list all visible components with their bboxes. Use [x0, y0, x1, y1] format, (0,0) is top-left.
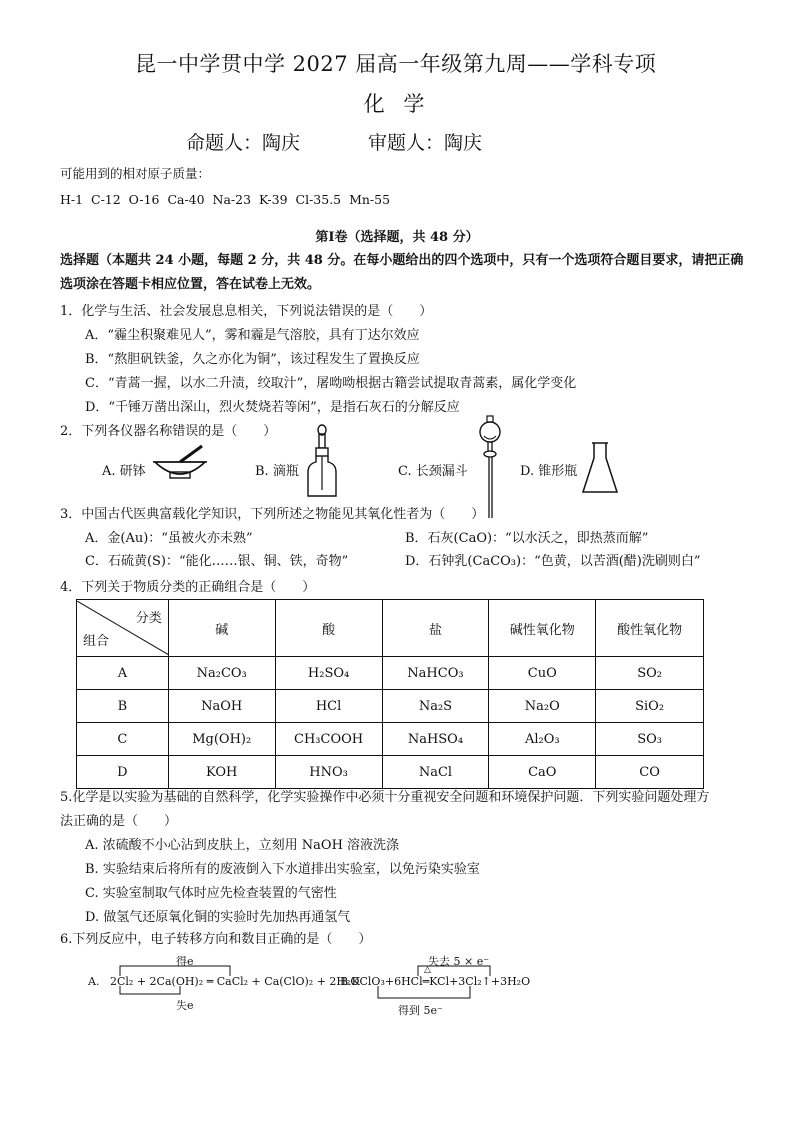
corner-top-label: 分类: [135, 611, 162, 626]
header-basic-oxide: 碱性氧化物: [489, 600, 596, 657]
table-row: [77, 756, 704, 789]
table-corner-cell: [77, 600, 169, 657]
table-cell: C: [77, 723, 169, 756]
mortar-pestle-icon: [150, 442, 210, 482]
q3-option-c: C．石硫黄(S)：“能化……银、铜、铁，奇物”: [85, 554, 349, 569]
q5-option-b: B. 实验结束后将所有的废液倒入下水道排出实验室，以免污染实验室: [85, 862, 480, 877]
table-cell: KOH: [168, 756, 275, 789]
q2-option-b: B. 滴瓶: [255, 464, 299, 479]
table-cell: SO₂: [596, 657, 704, 690]
section-title: 第I卷（选择题，共 48 分）: [315, 230, 479, 245]
corner-bottom-label: 组合: [83, 634, 110, 649]
table-row: [77, 657, 704, 690]
q5-stem-line1: 5.化学是以实验为基础的自然科学，化学实验操作中必须十分重视安全问题和环境保护问题．下列实验问题处理方: [60, 790, 710, 805]
q6-option-a-label: A.: [88, 975, 100, 988]
table-cell: NaOH: [168, 690, 275, 723]
classification-table: [76, 599, 704, 789]
q5-option-a: A. 浓硫酸不小心沾到皮肤上，立刻用 NaOH 溶液洗涤: [85, 838, 400, 853]
q6-a-loss-label: 失e: [176, 999, 194, 1012]
q6-b-heat-condition: △: [424, 965, 431, 975]
table-cell: CO: [596, 756, 704, 789]
q1-option-a: A．“霾尘积聚难见人”，雾和霾是气溶胶，具有丁达尔效应: [85, 328, 420, 343]
q3-option-a: A．金(Au)：“虽被火亦未熟”: [85, 531, 253, 546]
table-cell: CuO: [489, 657, 596, 690]
table-cell: A: [77, 657, 169, 690]
q2-option-d: D. 锥形瓶: [520, 464, 578, 479]
subject-title: 化 学: [363, 92, 431, 116]
q1-option-d: D．“千锤万凿出深山，烈火焚烧若等闲”，是指石灰石的分解反应: [85, 400, 460, 415]
q2-option-a: A. 研钵: [102, 464, 146, 479]
question-setter: 命题人：陶庆: [186, 132, 301, 154]
q6-b-gain-label: 得到 5e⁻: [398, 1004, 443, 1017]
table-cell: HNO₃: [275, 756, 382, 789]
q6-a-equation: 2Cl₂ + 2Ca(OH)₂ ═ CaCl₂ + Ca(ClO)₂ + 2H₂O: [110, 975, 360, 988]
table-cell: Na₂O: [489, 690, 596, 723]
q1-option-b: B．“熬胆矾铁釜，久之亦化为铜”，该过程发生了置换反应: [85, 352, 420, 367]
table-cell: D: [77, 756, 169, 789]
q2-option-c: C. 长颈漏斗: [398, 464, 468, 479]
table-cell: Na₂CO₃: [168, 657, 275, 690]
q5-option-d: D. 做氢气还原氧化铜的实验时先加热再通氢气: [85, 910, 351, 925]
table-row: [77, 690, 704, 723]
table-cell: B: [77, 690, 169, 723]
q5-option-c: C. 实验室制取气体时应先检查装置的气密性: [85, 886, 337, 901]
conical-flask-icon: [580, 440, 620, 496]
q6-a-gain-label: 得e: [176, 955, 194, 968]
table-cell: Mg(OH)₂: [168, 723, 275, 756]
question-reviewer: 审题人：陶庆: [368, 132, 483, 154]
table-cell: NaHCO₃: [382, 657, 489, 690]
table-cell: SO₃: [596, 723, 704, 756]
table-cell: CH₃COOH: [275, 723, 382, 756]
table-cell: CaO: [489, 756, 596, 789]
dropping-bottle-icon: [304, 424, 340, 500]
q3-option-b: B．石灰(CaO)：“以水沃之，即热蒸而解”: [405, 531, 649, 546]
q6-stem: 6.下列反应中，电子转移方向和数目正确的是（ ）: [60, 932, 372, 947]
table-cell: NaCl: [382, 756, 489, 789]
table-cell: SiO₂: [596, 690, 704, 723]
table-header-row: [77, 600, 704, 657]
q4-stem: 4．下列关于物质分类的正确组合是（ ）: [60, 580, 316, 595]
header-salt: 盐: [382, 600, 489, 657]
table-cell: Al₂O₃: [489, 723, 596, 756]
q1-stem: 1．化学与生活、社会发展息息相关，下列说法错误的是（ ）: [60, 304, 433, 319]
table-row: [77, 723, 704, 756]
table-cell: Na₂S: [382, 690, 489, 723]
table-cell: H₂SO₄: [275, 657, 382, 690]
q3-stem: 3．中国古代医典富载化学知识，下列所述之物能见其氧化性者为（ ）: [60, 507, 485, 522]
header-acidic-oxide: 酸性氧化物: [596, 600, 704, 657]
header-acid: 酸: [275, 600, 382, 657]
q6-b-equation: B.KClO₃+6HCl═KCl+3Cl₂↑+3H₂O: [340, 975, 531, 988]
header-base: 碱: [168, 600, 275, 657]
atomic-mass-label: 可能用到的相对原子质量：: [60, 166, 211, 181]
q6-b-loss-label: 失去 5 × e⁻: [428, 955, 490, 968]
table-cell: HCl: [275, 690, 382, 723]
table-cell: NaHSO₄: [382, 723, 489, 756]
section-intro: 选择题（本题共 24 小题，每题 2 分，共 48 分。在每小题给出的四个选项中，只有一个选项符合题目要求，请把正确选项涂在答题卡相应位置，答在试卷上无效。: [60, 253, 744, 292]
q2-stem: 2．下列各仪器名称错误的是（ ）: [60, 424, 277, 439]
exam-title: 昆一中学贯中学 2027 届高一年级第九周——学科专项: [135, 52, 657, 76]
q3-option-d: D．石钟乳(CaCO₃)：“色黄，以苦酒(醋)洗刷则白”: [405, 554, 701, 569]
atomic-mass-values: H-1 C-12 O-16 Ca-40 Na-23 K-39 Cl-35.5 Mn-55: [60, 192, 391, 207]
q1-option-c: C．“青蒿一握，以水二升渍，绞取汁”，屠呦呦根据古籍尝试提取青蒿素，属化学变化: [85, 376, 577, 391]
q5-stem-line2: 法正确的是（ ）: [60, 814, 178, 829]
